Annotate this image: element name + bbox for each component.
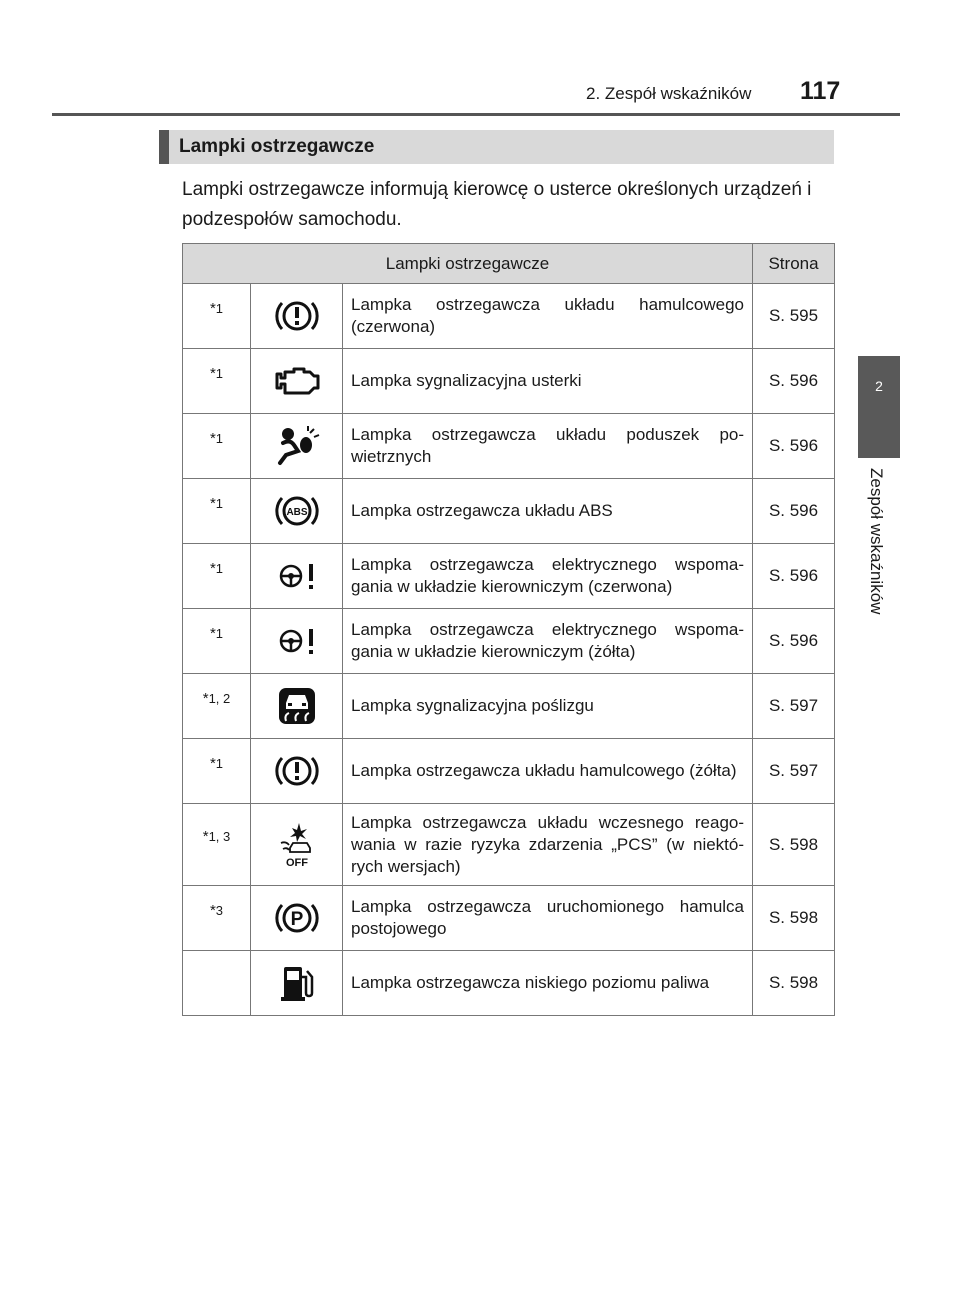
footnote-mark: 1 [215,755,224,771]
table-row [183,951,835,1016]
table-row [183,414,835,479]
description-cell: Lampka sygnalizacyjna poślizgu [343,674,753,739]
description-cell: Lampka ostrzegawcza układu wczesnego reago- wania w razie ryzyka zdarzenia „PCS” (w niektó- rych wersjach) [343,804,753,886]
parking-brake-label: P [290,909,303,930]
icon-cell [251,951,343,1016]
header-rule [52,113,900,116]
description-cell: Lampka ostrzegawcza niskiego poziomu paliwa [343,951,753,1016]
airbag-icon [274,425,320,467]
star-mark: * [209,901,216,919]
description-cell: Lampka ostrzegawcza elektrycznego wspoma- gania w układzie kierowniczym (żółta) [343,609,753,674]
icon-cell [251,479,343,544]
footnote-cell [183,544,251,609]
description-cell: Lampka ostrzegawcza układu hamulcowego (żółta) [343,739,753,804]
brake-warning-icon [274,751,320,791]
page-number: 117 [800,77,841,105]
footnote-mark: 3 [215,902,224,918]
star-mark: * [202,828,209,845]
warning-lights-table [182,243,835,1016]
icon-cell [251,349,343,414]
footnote-cell [183,284,251,349]
icon-cell [251,544,343,609]
footnote-mark: 1 [215,300,224,316]
table-header-lights: Lampki ostrzegawcze [183,244,753,284]
icon-cell [251,674,343,739]
star-mark: * [209,559,216,577]
footnote-mark: 1 [215,365,224,381]
footnote-cell [183,479,251,544]
footnote-mark: 1 [215,430,224,446]
pcs-off-label: OFF [285,856,308,869]
description-cell: Lampka sygnalizacyjna usterki [343,349,753,414]
fuel-icon [278,963,316,1003]
star-mark: * [202,689,209,707]
page-reference[interactable]: S. 596 [753,544,835,609]
abs-icon [274,491,320,531]
chapter-tab-label-box [862,468,892,628]
table-row [183,674,835,739]
parking-brake-icon [274,898,320,938]
table-row [183,544,835,609]
slip-indicator-icon [278,687,316,725]
table-row [183,479,835,544]
chapter-title: 2. Zespół wskaźników [586,84,752,103]
steering-warning-icon [275,624,319,658]
footnote-cell [183,609,251,674]
description-cell: Lampka ostrzegawcza układu hamulcowego (czerwona) [343,284,753,349]
table-header-page: Strona [753,244,835,284]
icon-cell [251,886,343,951]
section-intro: Lampki ostrzegawcze informują kierowcę o usterce określonych urządzeń i podzespołów samochodu. [182,179,812,230]
page-reference[interactable]: S. 597 [753,674,835,739]
icon-cell [251,609,343,674]
footnote-cell [183,951,251,1016]
steering-warning-icon [275,559,319,593]
star-mark: * [209,494,216,512]
star-mark: * [209,624,216,642]
footnote-cell [183,739,251,804]
page-reference[interactable]: S. 595 [753,284,835,349]
footnote-mark: 1 [215,560,224,576]
page-reference[interactable]: S. 598 [753,886,835,951]
brake-warning-icon [274,296,320,336]
footnote-mark: 1 [215,495,224,511]
description-cell: Lampka ostrzegawcza uruchomionego hamulca postojowego [343,886,753,951]
description-cell: Lampka ostrzegawcza układu ABS [343,479,753,544]
star-mark: * [209,429,216,447]
footnote-cell [183,886,251,951]
table-row [183,349,835,414]
table-row [183,609,835,674]
chapter-tab-label: Zespół wskaźników [867,468,886,615]
footnote-mark: 1, 3 [208,829,231,844]
chapter-tab-number: 2 [875,378,883,394]
description-cell: Lampka ostrzegawcza elektrycznego wspoma- gania w układzie kierowniczym (czerwona) [343,544,753,609]
icon-cell [251,284,343,349]
table-row [183,739,835,804]
table-row [183,804,835,886]
table-row [183,886,835,951]
description-cell: Lampka ostrzegawcza układu poduszek po- wietrznych [343,414,753,479]
icon-cell [251,739,343,804]
abs-label: ABS [285,507,308,518]
chapter-tab[interactable] [858,356,900,458]
star-mark: * [209,299,216,317]
page-reference[interactable]: S. 598 [753,951,835,1016]
table-row [183,284,835,349]
star-mark: * [209,364,216,382]
footnote-cell [183,349,251,414]
icon-cell [251,804,343,886]
icon-cell [251,414,343,479]
footnote-cell [183,674,251,739]
page-reference[interactable]: S. 597 [753,739,835,804]
footnote-mark: 1, 2 [208,690,231,706]
pcs-off-icon [277,821,317,869]
star-mark: * [209,754,216,772]
page-reference[interactable]: S. 596 [753,479,835,544]
section-title: Lampki ostrzegawcze [159,130,834,164]
page-reference[interactable]: S. 596 [753,349,835,414]
engine-check-icon [272,364,322,398]
footnote-cell [183,414,251,479]
page-reference[interactable]: S. 596 [753,609,835,674]
page-reference[interactable]: S. 596 [753,414,835,479]
page-reference[interactable]: S. 598 [753,804,835,886]
footnote-cell [183,804,251,886]
footnote-mark: 1 [215,625,224,641]
